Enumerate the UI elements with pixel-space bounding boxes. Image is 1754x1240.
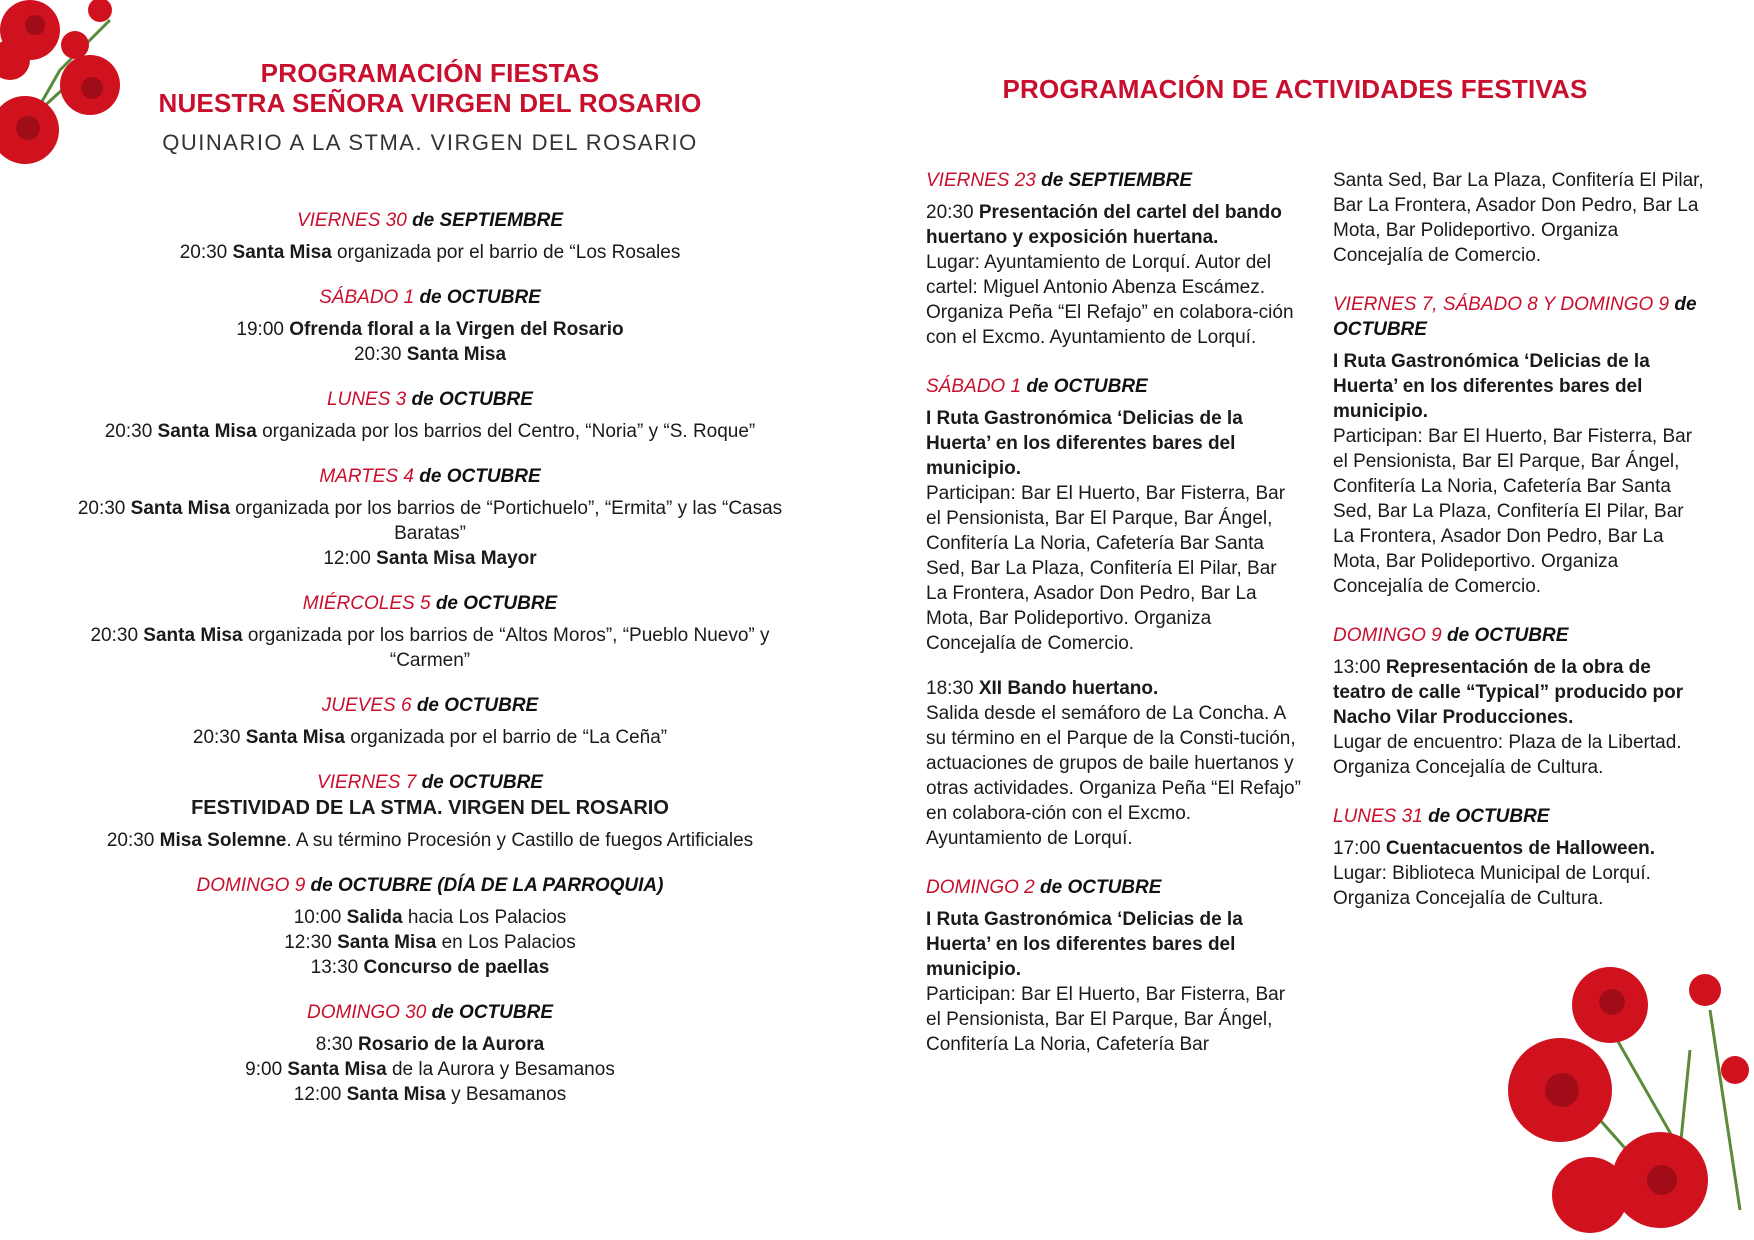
activity-details: Participan: Bar El Huerto, Bar Fisterra, Bar el Pensionista, Bar El Parque, Bar Ángel, Confitería La Noria, Cafetería Bar Santa Sed, Bar La Plaza, Confitería El Pilar, Bar La Frontera, Asador Don Pedro, Bar La Mota, Bar Polideportivo. Organiza Concejalía de Comercio. xyxy=(1333,426,1693,597)
event-line xyxy=(60,496,800,546)
carnation-flowers-bottom-right xyxy=(1480,950,1754,1240)
event-month: de OCTUBRE xyxy=(1333,294,1697,340)
event xyxy=(60,208,800,265)
event-description: y Besamanos xyxy=(445,1084,567,1105)
event-day: DOMINGO 2 xyxy=(926,877,1035,898)
activity-name: Cuentacuentos de Halloween. xyxy=(1385,838,1656,859)
event-line xyxy=(60,955,800,980)
event-time: 12:00 xyxy=(323,548,377,569)
event-month: de OCTUBRE xyxy=(411,389,533,410)
event-day-header xyxy=(1333,804,1708,829)
activity xyxy=(1333,623,1708,780)
event-day-header xyxy=(60,1000,800,1025)
event-time: 8:30 xyxy=(315,1034,359,1055)
activity xyxy=(926,374,1301,851)
activity-block xyxy=(1333,655,1708,780)
activity-title xyxy=(1333,836,1708,861)
activity-time: 20:30 xyxy=(926,202,979,223)
event-day: JUEVES 6 xyxy=(321,695,412,716)
activity-block xyxy=(926,676,1301,851)
event-month: de OCTUBRE xyxy=(1447,625,1569,646)
event-description: organizada por los barrios de “Portichuelo”, “Ermita” y las “Casas Baratas” xyxy=(229,498,783,544)
activity-name: I Ruta Gastronómica ‘Delicias de la Huerta’ en los diferentes bares del municipio. xyxy=(1333,351,1650,422)
event xyxy=(60,693,800,750)
event-title: Rosario de la Aurora xyxy=(358,1034,545,1055)
activity-block xyxy=(926,406,1301,656)
activity xyxy=(926,875,1301,1057)
event-title: Santa Misa Mayor xyxy=(376,548,537,569)
event xyxy=(60,591,800,673)
right-schedule-column-2 xyxy=(1333,168,1708,935)
activity xyxy=(1333,292,1708,599)
event-time: 12:30 xyxy=(284,932,338,953)
event-title: Salida xyxy=(346,907,403,928)
event-day: VIERNES 7, SÁBADO 8 Y DOMINGO 9 xyxy=(1333,294,1670,315)
event xyxy=(60,464,800,571)
left-subtitle: QUINARIO A LA STMA. VIRGEN DEL ROSARIO xyxy=(162,130,698,155)
event-month: de OCTUBRE xyxy=(419,466,541,487)
event-line xyxy=(60,930,800,955)
event-day: MARTES 4 xyxy=(319,466,414,487)
activity xyxy=(1333,804,1708,911)
left-schedule xyxy=(60,208,800,1127)
event-description: organizada por el barrio de “La Ceña” xyxy=(344,727,668,748)
event-day-header xyxy=(60,464,800,489)
activity-time: 13:00 xyxy=(1333,657,1386,678)
event xyxy=(60,873,800,980)
event-day-header xyxy=(1333,623,1708,648)
event-description: organizada por el barrio de “Los Rosales xyxy=(331,242,681,263)
activity-details: Salida desde el semáforo de La Concha. A su término en el Parque de la Consti-tución, actuaciones de grupos de baile huertanos y otras actividades. Organiza Peña “El Refajo” en colabora-ción con el Excmo. Ayuntamiento de Lorquí. xyxy=(926,703,1301,849)
right-schedule-column-1 xyxy=(926,168,1301,1081)
activity-title xyxy=(1333,655,1708,730)
event-line xyxy=(60,317,800,342)
activity-title xyxy=(926,676,1301,701)
event-day: DOMINGO 9 xyxy=(1333,625,1442,646)
event-month: de OCTUBRE (DÍA DE LA PARROQUIA) xyxy=(310,875,664,896)
event-day-header xyxy=(60,285,800,310)
activity xyxy=(926,168,1301,350)
event-day: VIERNES 30 xyxy=(296,210,407,231)
event-day: LUNES 31 xyxy=(1333,806,1423,827)
event-day-header xyxy=(926,168,1301,193)
activity-details: Lugar: Ayuntamiento de Lorquí. Autor del cartel: Miguel Antonio Abenza Escámez. Organiza Peña “El Refajo” en colabora-ción con el Excmo. Ayuntamiento de Lorquí. xyxy=(926,252,1294,348)
event-title: Ofrenda floral a la Virgen del Rosario xyxy=(289,319,624,340)
event-day-header xyxy=(60,208,800,233)
event-day: LUNES 3 xyxy=(327,389,407,410)
event-month: de SEPTIEMBRE xyxy=(1041,170,1193,191)
event-title: Santa Misa xyxy=(143,625,243,646)
event-time: 20:30 xyxy=(104,421,158,442)
event-day-header xyxy=(60,873,800,898)
event-title: Santa Misa xyxy=(232,242,332,263)
event-title: Santa Misa xyxy=(130,498,230,519)
event-time: 19:00 xyxy=(236,319,290,340)
event-time: 20:30 xyxy=(353,344,407,365)
activity-title xyxy=(1333,349,1708,424)
event-time: 10:00 xyxy=(293,907,347,928)
activity-details: Lugar: Biblioteca Municipal de Lorquí. Organiza Concejalía de Cultura. xyxy=(1333,863,1651,909)
event-time: 20:30 xyxy=(90,625,144,646)
event-month: de OCTUBRE xyxy=(416,695,539,716)
activity-block xyxy=(1333,836,1708,911)
event-title: Concurso de paellas xyxy=(363,957,550,978)
event-day-header xyxy=(60,693,800,718)
event-day: MIÉRCOLES 5 xyxy=(302,593,431,614)
event-time: 20:30 xyxy=(192,727,246,748)
event-month: de OCTUBRE xyxy=(435,593,558,614)
event-day-header xyxy=(60,387,800,412)
event-line xyxy=(60,240,800,265)
event-day: DOMINGO 9 xyxy=(196,875,306,896)
event-line xyxy=(60,623,800,673)
event-description: organizada por los barrios de “Altos Moros”, “Pueblo Nuevo” y “Carmen” xyxy=(242,625,770,671)
event-time: 20:30 xyxy=(77,498,131,519)
event-day: SÁBADO 1 xyxy=(319,287,415,308)
event-line xyxy=(60,725,800,750)
activity-name: I Ruta Gastronómica ‘Delicias de la Huerta’ en los diferentes bares del municipio. xyxy=(926,408,1243,479)
event-day-header xyxy=(926,875,1301,900)
event xyxy=(60,387,800,444)
activity-name: I Ruta Gastronómica ‘Delicias de la Huerta’ en los diferentes bares del municipio. xyxy=(926,909,1243,980)
event-line xyxy=(60,342,800,367)
event xyxy=(60,1000,800,1107)
event-description: organizada por los barrios del Centro, “Noria” y “S. Roque” xyxy=(256,421,756,442)
event-title: Santa Misa xyxy=(287,1059,387,1080)
activity-block xyxy=(926,907,1301,1057)
event-title: Santa Misa xyxy=(346,1084,446,1105)
event-description: hacia Los Palacios xyxy=(402,907,567,928)
event xyxy=(60,285,800,367)
event-day: VIERNES 7 xyxy=(317,772,417,793)
event-day-header xyxy=(1333,292,1708,342)
event-month: de OCTUBRE xyxy=(421,772,543,793)
event-day-header xyxy=(60,591,800,616)
event-line xyxy=(60,1082,800,1107)
left-title-line1: PROGRAMACIÓN FIESTAS xyxy=(260,58,600,88)
activity-title xyxy=(926,200,1301,250)
activity-details: Lugar de encuentro: Plaza de la Libertad. Organiza Concejalía de Cultura. xyxy=(1333,732,1682,778)
event-description: . A su término Procesión y Castillo de fuegos Artificiales xyxy=(286,830,754,851)
event-time: 20:30 xyxy=(106,830,160,851)
event-description: de la Aurora y Besamanos xyxy=(386,1059,615,1080)
event-day-header xyxy=(926,374,1301,399)
left-title-line2: NUESTRA SEÑORA VIRGEN DEL ROSARIO xyxy=(158,88,702,118)
event-month: de SEPTIEMBRE xyxy=(412,210,564,231)
event-title: Santa Misa xyxy=(157,421,257,442)
activity-block xyxy=(1333,349,1708,599)
event-month: de OCTUBRE xyxy=(1428,806,1550,827)
event-day: SÁBADO 1 xyxy=(926,376,1022,397)
event-line xyxy=(60,905,800,930)
event-time: 9:00 xyxy=(245,1059,288,1080)
event-heading: FESTIVIDAD DE LA STMA. VIRGEN DEL ROSARIO xyxy=(191,797,669,819)
activity-name: Representación de la obra de teatro de calle “Typical” producido por Nacho Vilar Producciones. xyxy=(1333,657,1684,728)
event-time: 12:00 xyxy=(293,1084,347,1105)
activity-name: XII Bando huertano. xyxy=(978,678,1159,699)
event-month: de OCTUBRE xyxy=(431,1002,553,1023)
event-description: en Los Palacios xyxy=(436,932,576,953)
event-title: Santa Misa xyxy=(245,727,345,748)
event-time: 13:30 xyxy=(310,957,364,978)
event-month: de OCTUBRE xyxy=(419,287,541,308)
event-day-header xyxy=(60,770,800,795)
event-line xyxy=(60,1032,800,1057)
event-title: Misa Solemne xyxy=(159,830,287,851)
event-title: Santa Misa xyxy=(406,344,507,365)
event-line xyxy=(60,828,800,853)
right-title: PROGRAMACIÓN DE ACTIVIDADES FESTIVAS xyxy=(1002,74,1588,104)
event-line xyxy=(60,419,800,444)
activity-block xyxy=(926,200,1301,350)
activity-details: Participan: Bar El Huerto, Bar Fisterra, Bar el Pensionista, Bar El Parque, Bar Ángel, Confitería La Noria, Cafetería Bar Santa Sed, Bar La Plaza, Confitería El Pilar, Bar La Frontera, Asador Don Pedro, Bar La Mota, Bar Polideportivo. Organiza Concejalía de Comercio. xyxy=(926,483,1286,654)
activity-name: Presentación del cartel del bando huertano y exposición huertana. xyxy=(926,202,1282,248)
activity-title xyxy=(926,406,1301,481)
activity-details: Participan: Bar El Huerto, Bar Fisterra, Bar el Pensionista, Bar El Parque, Bar Ángel, Confitería La Noria, Cafetería Bar xyxy=(926,984,1286,1055)
event-day: DOMINGO 30 xyxy=(307,1002,427,1023)
event-month: de OCTUBRE xyxy=(1040,877,1162,898)
event-month: de OCTUBRE xyxy=(1026,376,1148,397)
activity-title xyxy=(926,907,1301,982)
event-line xyxy=(60,546,800,571)
activity-time: 18:30 xyxy=(926,678,979,699)
activity-continuation: Santa Sed, Bar La Plaza, Confitería El Pilar, Bar La Frontera, Asador Don Pedro, Bar La Mota, Bar Polideportivo. Organiza Concejalía de Comercio. xyxy=(1333,170,1704,266)
left-title xyxy=(60,58,800,118)
event-title: Santa Misa xyxy=(337,932,437,953)
event-time: 20:30 xyxy=(179,242,233,263)
event-line xyxy=(60,1057,800,1082)
activity-time: 17:00 xyxy=(1333,838,1386,859)
event xyxy=(60,770,800,853)
event-day: VIERNES 23 xyxy=(926,170,1036,191)
